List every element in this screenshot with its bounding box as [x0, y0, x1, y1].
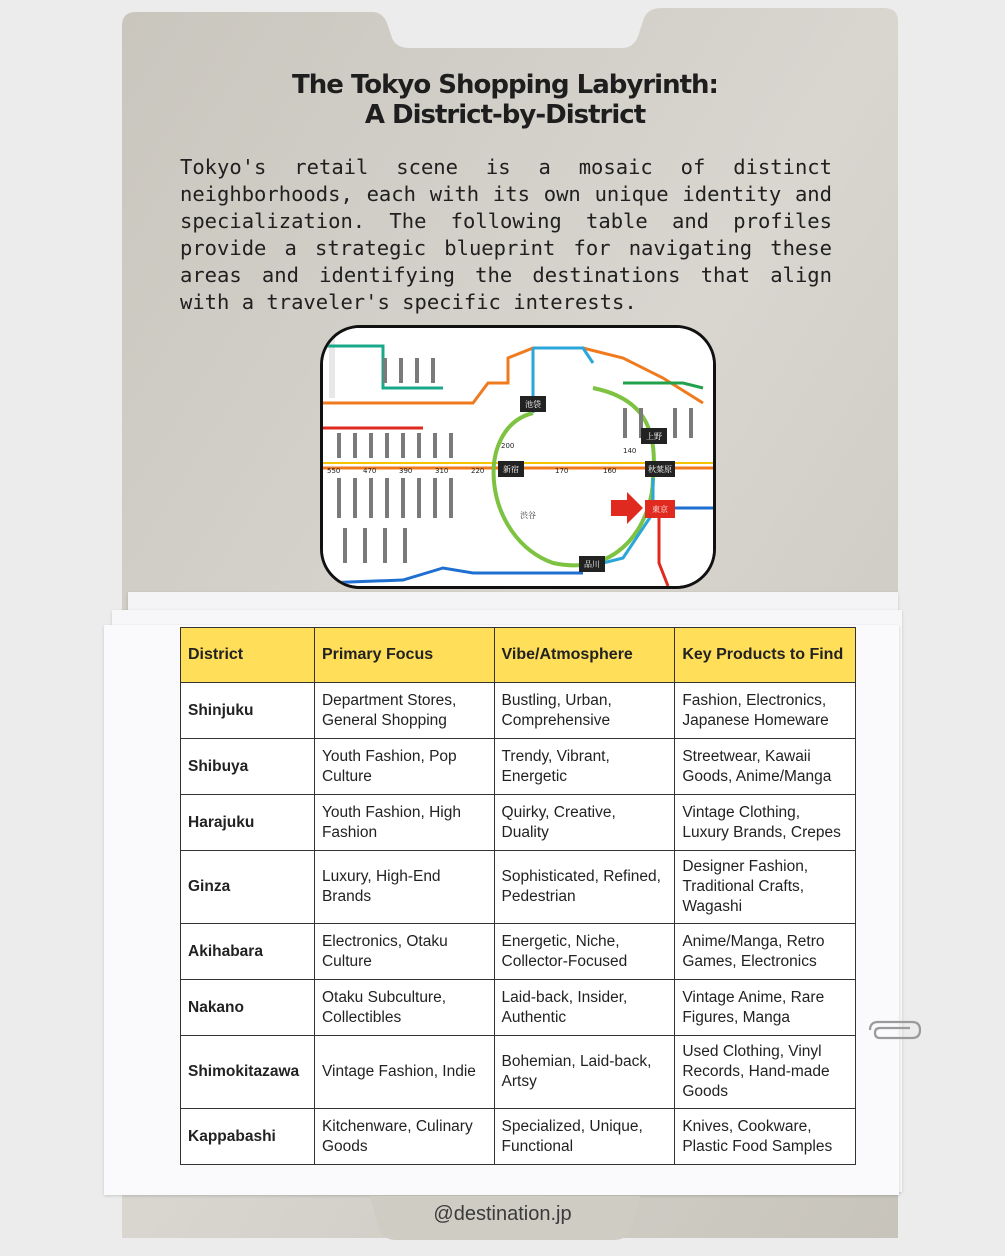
vibe-cell: Sophisticated, Refined, Pedestrian: [494, 851, 675, 924]
key-products-cell: Anime/Manga, Retro Games, Electronics: [675, 924, 856, 980]
primary-focus-cell: Youth Fashion, Pop Culture: [314, 739, 494, 795]
map-fare-label: 550: [327, 467, 341, 475]
paperclip-icon: [866, 1018, 922, 1042]
map-fare-label: 200: [501, 442, 515, 450]
page-title: [180, 70, 830, 130]
column-header-key-products: Key Products to Find: [675, 628, 856, 683]
intro-paragraph: Tokyo's retail scene is a mosaic of distinct neighborhoods, each with its own unique identity and specialization. The following table and profiles provide a strategic blueprint for navigating these areas and identifying the destinations that align with a traveler's specific interests.: [180, 155, 832, 314]
table-row: [181, 1109, 856, 1165]
key-products-cell: Fashion, Electronics, Japanese Homeware: [675, 683, 856, 739]
key-products-cell: Vintage Clothing, Luxury Brands, Crepes: [675, 795, 856, 851]
vibe-cell: Specialized, Unique, Functional: [494, 1109, 675, 1165]
primary-focus-cell: Electronics, Otaku Culture: [314, 924, 494, 980]
map-station-label: 新宿: [503, 465, 519, 474]
column-header-primary-focus: Primary Focus: [314, 628, 494, 683]
key-products-cell: Streetwear, Kawaii Goods, Anime/Manga: [675, 739, 856, 795]
table-row: [181, 739, 856, 795]
column-header-district: District: [181, 628, 315, 683]
table-row: [181, 683, 856, 739]
footer-handle: @destination.jp: [433, 1203, 572, 1225]
key-products-cell: Designer Fashion, Traditional Crafts, Wagashi: [675, 851, 856, 924]
district-name: Harajuku: [181, 795, 315, 851]
vibe-cell: Trendy, Vibrant, Energetic: [494, 739, 675, 795]
title-line-2: A District-by-District: [364, 100, 646, 130]
column-header-vibe: Vibe/Atmosphere: [494, 628, 675, 683]
district-name: Shinjuku: [181, 683, 315, 739]
table-row: [181, 924, 856, 980]
table-header-row: [181, 628, 856, 683]
map-station-label: 秋葉原: [648, 465, 672, 474]
district-name: Nakano: [181, 980, 315, 1036]
map-fare-label: 160: [603, 467, 617, 475]
table-row: [181, 1036, 856, 1109]
district-name: Shimokitazawa: [181, 1036, 315, 1109]
primary-focus-cell: Vintage Fashion, Indie: [314, 1036, 494, 1109]
map-station-label: 渋谷: [520, 511, 536, 520]
map-fare-label: 140: [623, 447, 637, 455]
title-line-1: The Tokyo Shopping Labyrinth:: [292, 70, 718, 100]
primary-focus-cell: Department Stores, General Shopping: [314, 683, 494, 739]
map-fare-label: 470: [363, 467, 377, 475]
primary-focus-cell: Otaku Subculture, Collectibles: [314, 980, 494, 1036]
primary-focus-cell: Kitchenware, Culinary Goods: [314, 1109, 494, 1165]
primary-focus-cell: Luxury, High-End Brands: [314, 851, 494, 924]
vibe-cell: Quirky, Creative, Duality: [494, 795, 675, 851]
map-fare-label: 220: [471, 467, 485, 475]
district-name: Kappabashi: [181, 1109, 315, 1165]
map-station-label: 東京: [652, 505, 668, 514]
vibe-cell: Bustling, Urban, Comprehensive: [494, 683, 675, 739]
vibe-cell: Energetic, Niche, Collector-Focused: [494, 924, 675, 980]
district-name: Akihabara: [181, 924, 315, 980]
key-products-cell: Used Clothing, Vinyl Records, Hand-made Goods: [675, 1036, 856, 1109]
table-row: [181, 795, 856, 851]
district-name: Shibuya: [181, 739, 315, 795]
vibe-cell: Laid-back, Insider, Authentic: [494, 980, 675, 1036]
map-fare-label: 170: [555, 467, 569, 475]
map-station-label: 上野: [646, 432, 662, 441]
table-row: [181, 980, 856, 1036]
primary-focus-cell: Youth Fashion, High Fashion: [314, 795, 494, 851]
table-row: [181, 851, 856, 924]
rail-map: [320, 325, 716, 589]
map-station-label: 池袋: [525, 400, 541, 409]
key-products-cell: Knives, Cookware, Plastic Food Samples: [675, 1109, 856, 1165]
district-table: [180, 627, 856, 1165]
map-fare-label: 310: [435, 467, 449, 475]
rail-map-graphic: [323, 328, 713, 586]
map-station-label: 品川: [584, 560, 600, 569]
key-products-cell: Vintage Anime, Rare Figures, Manga: [675, 980, 856, 1036]
vibe-cell: Bohemian, Laid-back, Artsy: [494, 1036, 675, 1109]
map-fare-label: 390: [399, 467, 413, 475]
district-name: Ginza: [181, 851, 315, 924]
